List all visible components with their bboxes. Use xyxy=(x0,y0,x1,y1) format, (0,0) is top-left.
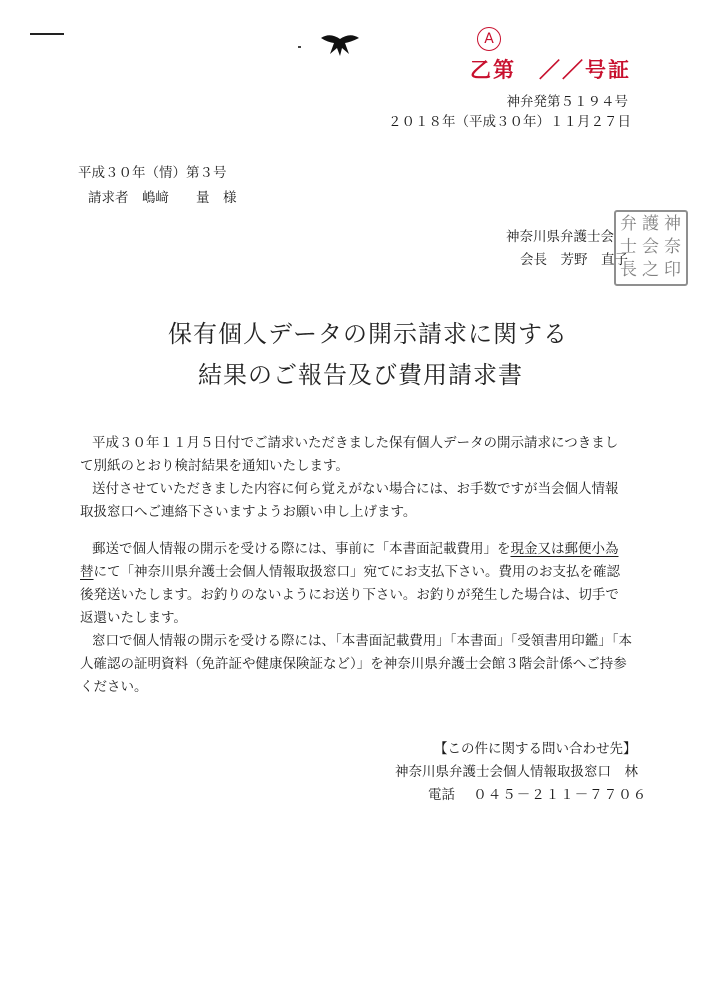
body-paragraph-1 xyxy=(80,432,640,478)
body-line: 送付させていただきました内容に何ら覚えがない場合には、お手数ですが当会個人情報 xyxy=(92,481,619,497)
body-paragraph-2 xyxy=(80,478,640,524)
stamp-circle-mark: A xyxy=(477,27,501,51)
body-line: 返還いたします。 xyxy=(80,610,187,626)
body-text: にて「神奈川県弁護士会個人情報取扱窓口」宛てにお支払下さい。費用のお支払を確認 xyxy=(93,564,620,580)
phone-number: ０４５－２１１－７７０６ xyxy=(473,787,648,803)
body-line: 後発送いたします。お釣りのないようにお送り下さい。お釣りが発生した場合は、切手で xyxy=(80,587,619,603)
body-line: 取扱窓口へご連絡下さいますようお願い申し上げます。 xyxy=(80,504,417,520)
scan-mark-dash xyxy=(30,33,64,35)
phone-label: 電話 xyxy=(428,787,455,803)
body-line: ください。 xyxy=(80,679,148,695)
underlined-payment-method: 替 xyxy=(80,564,94,580)
official-seal-icon: 弁 護 神 士 会 奈 長 之 印 xyxy=(614,210,688,286)
scan-speck xyxy=(298,46,301,48)
sender-organization: 神奈川県弁護士会 xyxy=(506,229,614,245)
contact-heading: 【この件に関する問い合わせ先】 xyxy=(434,741,637,757)
recipient-name: 請求者 嶋﨑 量 様 xyxy=(88,190,237,206)
body-line: 窓口で個人情報の開示を受ける際には、「本書面記載費用」「本書面」「受領書用印鑑」「本 xyxy=(92,633,632,649)
evidence-number-stamp: 乙第 ／／号証 xyxy=(470,57,631,82)
body-paragraph-3 xyxy=(80,538,640,630)
body-paragraph-4 xyxy=(80,630,640,699)
sender-president: 会長 芳野 直子 xyxy=(520,252,628,268)
contact-office: 神奈川県弁護士会個人情報取扱窓口 林 xyxy=(395,764,638,780)
case-number: 平成３０年（情）第３号 xyxy=(78,165,227,181)
body-line: 平成３０年１１月５日付でご請求いただきました保有個人データの開示請求につきまし xyxy=(92,435,619,451)
contact-phone xyxy=(428,783,647,803)
body-line: て別紙のとおり検討結果を通知いたします。 xyxy=(80,458,349,474)
document-title-line2: 結果のご報告及び費用請求書 xyxy=(198,361,523,389)
body-line: 人確認の証明資料（免許証や健康保険証など）」を神奈川県弁護士会館３階会計係へご持参 xyxy=(80,656,627,672)
body-text: 郵送で個人情報の開示を受ける際には、事前に「本書面記載費用」を xyxy=(92,541,511,557)
punch-hole-mark xyxy=(318,30,362,58)
document-title-line1: 保有個人データの開示請求に関する xyxy=(168,320,568,348)
document-date: ２０１８年（平成３０年）１１月２７日 xyxy=(388,114,631,130)
document-number: 神弁発第５１９４号 xyxy=(506,94,628,110)
underlined-payment-method: 現金又は郵便小為 xyxy=(510,541,619,557)
